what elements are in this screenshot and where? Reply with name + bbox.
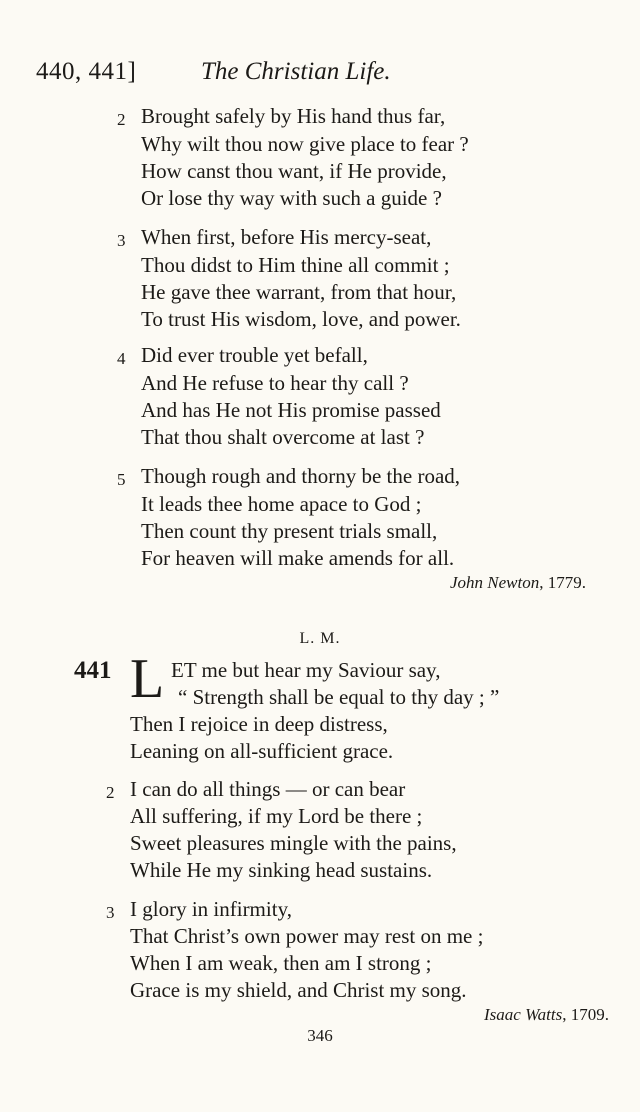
verse-line: To trust His wisdom, love, and power. xyxy=(141,307,461,331)
verse-line: And has He not His promise passed xyxy=(141,398,441,422)
verse-line: While He my sinking head sustains. xyxy=(130,858,433,882)
verse-line: It leads thee home apace to God ; xyxy=(141,492,422,516)
stanza-number: 5 xyxy=(117,470,126,489)
hymn-440-attribution xyxy=(450,573,586,593)
author-name: Isaac Watts xyxy=(484,1005,563,1024)
stanza-number: 3 xyxy=(106,903,115,922)
verse-line: Did ever trouble yet befall, xyxy=(141,343,368,367)
verse-line: And He refuse to hear thy call ? xyxy=(141,371,409,395)
verse-line: Why wilt thou now give place to fear ? xyxy=(141,132,469,156)
header-hymn-numbers: 440, 441] xyxy=(36,58,137,85)
verse-line: That thou shalt overcome at last ? xyxy=(141,425,425,449)
verse-line: He gave thee warrant, from that hour, xyxy=(141,280,457,304)
verse-line: Sweet pleasures mingle with the pains, xyxy=(130,831,457,855)
verse-line: I glory in infirmity, xyxy=(130,897,292,921)
verse-line: When I am weak, then am I strong ; xyxy=(130,951,432,975)
verse-line: For heaven will make amends for all. xyxy=(141,546,455,570)
stanza-number: 4 xyxy=(117,349,126,368)
stanza-number: 2 xyxy=(117,110,126,129)
verse-line: ET me but hear my Saviour say, xyxy=(171,658,441,682)
header-section-title: The Christian Life. xyxy=(201,58,391,85)
hymn-441-meter: L. M. xyxy=(299,630,341,647)
author-year: , 1709. xyxy=(562,1005,609,1024)
verse-line: When first, before His mercy-seat, xyxy=(141,225,432,249)
verse-line: Or lose thy way with such a guide ? xyxy=(141,186,442,210)
verse-line: Brought safely by His hand thus far, xyxy=(141,104,446,128)
hymn-441-number: 441 xyxy=(74,657,112,684)
author-year: , 1779. xyxy=(539,573,586,592)
verse-line: All suffering, if my Lord be there ; xyxy=(130,804,423,828)
stanza-number: 2 xyxy=(106,783,115,802)
page-header xyxy=(36,58,391,92)
verse-line: Grace is my shield, and Christ my song. xyxy=(130,978,467,1002)
verse-line: How canst thou want, if He provide, xyxy=(141,159,447,183)
drop-cap-letter: L xyxy=(130,648,165,710)
verse-line: That Christ’s own power may rest on me ; xyxy=(130,924,484,948)
stanza-number: 3 xyxy=(117,231,126,250)
verse-line: Though rough and thorny be the road, xyxy=(141,464,461,488)
page-number: 346 xyxy=(307,1026,333,1045)
author-name: John Newton xyxy=(450,573,540,592)
verse-line: Leaning on all-sufficient grace. xyxy=(130,739,394,763)
verse-line: I can do all things — or can bear xyxy=(130,777,406,801)
verse-line: Then I rejoice in deep distress, xyxy=(130,712,388,736)
verse-line: “ Strength shall be equal to thy day ; ” xyxy=(178,685,500,709)
hymn-441-attribution xyxy=(484,1005,609,1025)
verse-line: Then count thy present trials small, xyxy=(141,519,438,543)
verse-line: Thou didst to Him thine all commit ; xyxy=(141,253,450,277)
